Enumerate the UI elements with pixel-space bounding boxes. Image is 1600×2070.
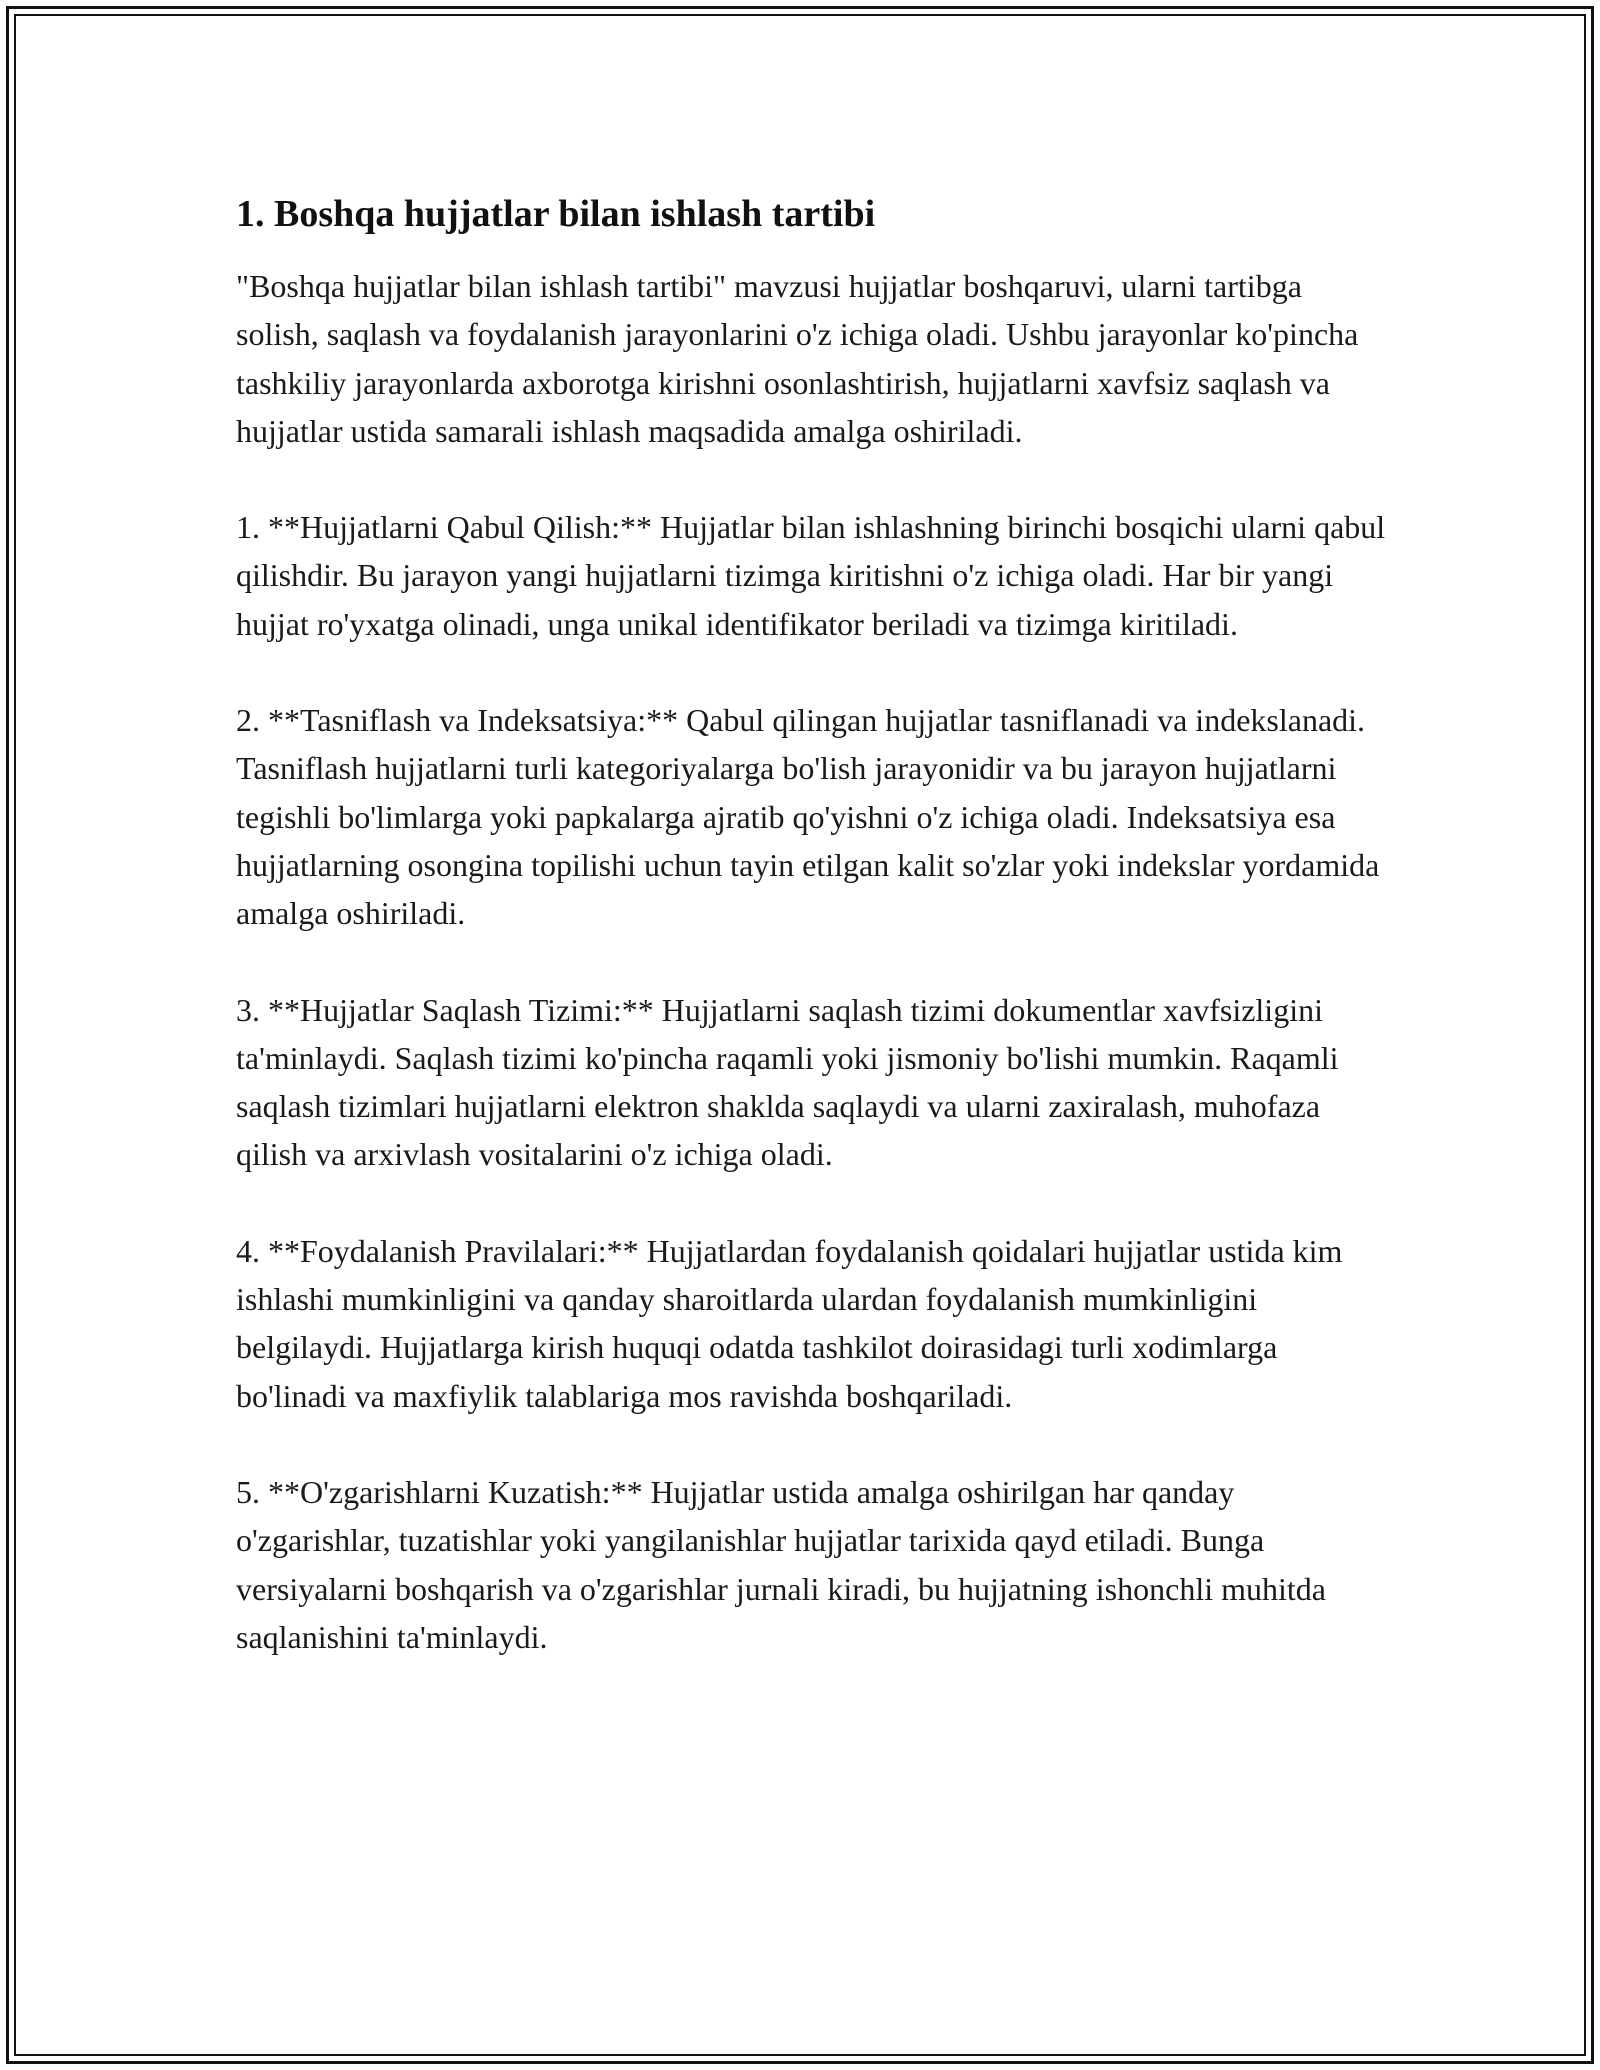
- list-item-5: 5. **O'zgarishlarni Kuzatish:** Hujjatlar ustida amalga oshirilgan har qanday o'zgarishlar, tuzatishlar yoki yangilanishlar hujjatlar tarixida qayd etiladi. Bunga versiyalarni boshqarish va o'zgarishlar jurnali kiradi, bu hujjatning ishonchli muhitda saqlanishini ta'minlaydi.: [236, 1473, 1326, 1655]
- document-body: [236, 188, 1386, 1661]
- list-item-4: 4. **Foydalanish Pravilalari:** Hujjatlardan foydalanish qoidalari hujjatlar ustida kim ishlashi mumkinligini va qanday sharoitlarda ulardan foydalanish mumkinligini belgilaydi. Hujjatlarga kirish huquqi odatda tashkilot doirasidagi turli xodimlarga bo'linadi va maxfiylik talablariga mos ravishda boshqariladi.: [236, 1232, 1343, 1414]
- list-item-2: 2. **Tasniflash va Indeksatsiya:** Qabul qilingan hujjatlar tasniflanadi va indekslanadi. Tasniflash hujjatlarni turli kategoriyalarga bo'lish jarayonidir va bu jarayon hujjatlarni tegishli bo'limlarga yoki papkalarga ajratib qo'yishni o'z ichiga oladi. Indeksatsiya esa hujjatlarning osongina topilishi uchun tayin etilgan kalit so'zlar yoki indekslar yordamida amalga oshiriladi.: [236, 702, 1380, 932]
- list-item-1: 1. **Hujjatlarni Qabul Qilish:** Hujjatlar bilan ishlashning birinchi bosqichi ularni qabul qilishdir. Bu jarayon yangi hujjatlarni tizimga kiritishni o'z ichiga oladi. Har bir yangi hujjat ro'yxatga olinadi, unga unikal identifikator beriladi va tizimga kiritiladi.: [236, 509, 1386, 642]
- document-title: 1. Boshqa hujjatlar bilan ishlash tartibi: [236, 193, 876, 235]
- list-item-3: 3. **Hujjatlar Saqlash Tizimi:** Hujjatlarni saqlash tizimi dokumentlar xavfsizligini ta'minlaydi. Saqlash tizimi ko'pincha raqamli yoki jismoniy bo'lishi mumkin. Raqamli saqlash tizimlari hujjatlarni elektron shaklda saqlaydi va ularni zaxiralash, muhofaza qilish va arxivlash vositalarini o'z ichiga oladi.: [236, 991, 1339, 1173]
- intro-paragraph: "Boshqa hujjatlar bilan ishlash tartibi" mavzusi hujjatlar boshqaruvi, ularni tartibga solish, saqlash va foydalanish jarayonlarini o'z ichiga oladi. Ushbu jarayonlar ko'pincha tashkiliy jarayonlarda axborotga kirishni osonlashtirish, hujjatlarni xavfsiz saqlash va hujjatlar ustida samarali ishlash maqsadida amalga oshiriladi.: [236, 268, 1359, 449]
